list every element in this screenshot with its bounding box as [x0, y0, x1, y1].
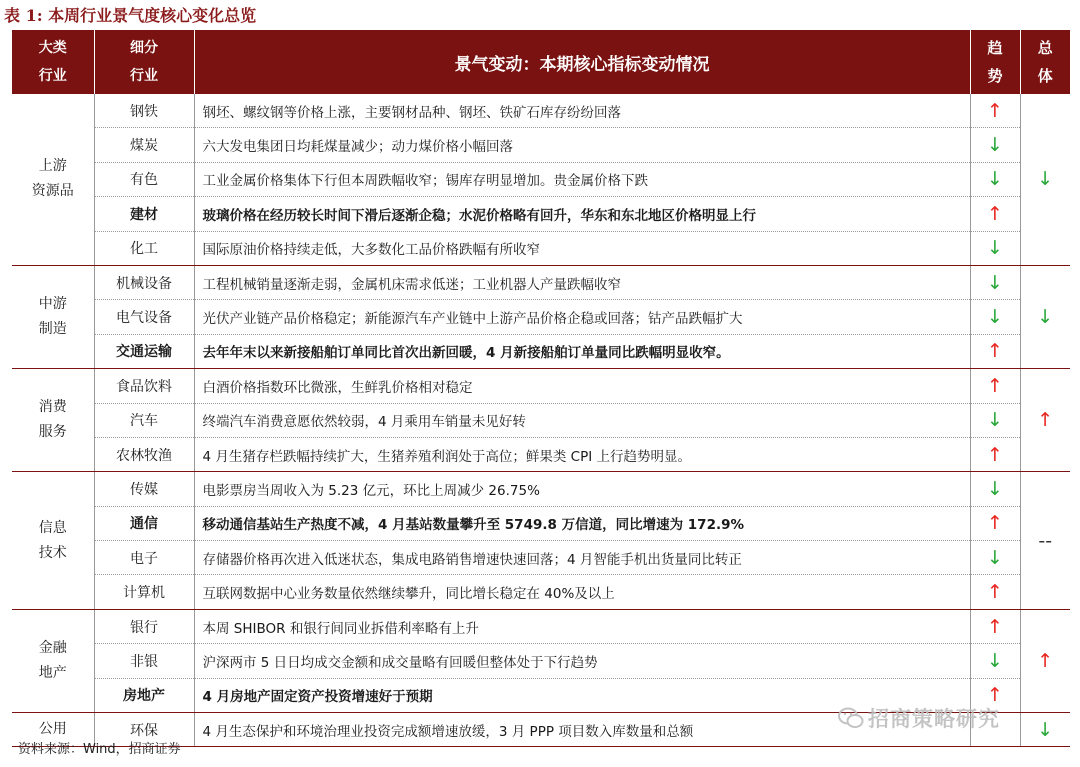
overall-trend-cell: -- [1020, 472, 1070, 610]
trend-down-arrow-icon: ↓ [970, 541, 1020, 575]
category-cell [12, 369, 94, 472]
subcategory-cell: 煤炭 [94, 128, 194, 162]
category-label: 公用 [38, 721, 67, 738]
header-main: 景气变动：本期核心指标变动情况 [194, 30, 970, 94]
trend-up-arrow-icon: ↑ [970, 575, 1020, 609]
trend-up-arrow-icon: ↑ [970, 334, 1020, 368]
subcategory-cell: 机械设备 [94, 265, 194, 299]
description-cell: 4 月生态保护和环境治理业投资完成额增速放缓，3 月 PPP 项目数入库数量和总额 [194, 713, 970, 747]
subcategory-cell: 非银 [94, 644, 194, 678]
trend-up-arrow-icon: ↑ [970, 437, 1020, 471]
trend-down-arrow-icon: ↓ [970, 472, 1020, 506]
category-label: 金融 [38, 639, 67, 656]
trend-up-arrow-icon: ↑ [970, 197, 1020, 231]
subcategory-cell: 交通运输 [94, 334, 194, 368]
table-row [12, 575, 1070, 609]
category-label: 中游 [38, 296, 67, 313]
category-cell [12, 472, 94, 610]
category-label: 资源品 [31, 183, 74, 200]
category-label: 服务 [38, 424, 67, 441]
subcategory-cell: 汽车 [94, 403, 194, 437]
table-row [12, 403, 1070, 437]
subcategory-cell: 化工 [94, 231, 194, 265]
subcategory-cell: 食品饮料 [94, 369, 194, 403]
table-row [12, 644, 1070, 678]
description-cell: 互联网数据中心业务数量依然继续攀升，同比增长稳定在 40%及以上 [194, 575, 970, 609]
description-cell: 存储器价格再次进入低迷状态，集成电路销售增速快速回落；4 月智能手机出货量同比转正 [194, 541, 970, 575]
subcategory-cell: 农林牧渔 [94, 437, 194, 471]
subcategory-cell: 钢铁 [94, 94, 194, 128]
description-cell: 4 月房地产固定资产投资增速好于预期 [194, 678, 970, 712]
overall-trend-cell: ↓ [1020, 713, 1070, 747]
subcategory-cell: 计算机 [94, 575, 194, 609]
trend-down-arrow-icon: ↓ [970, 231, 1020, 265]
table-row [12, 162, 1070, 196]
category-label: 消费 [38, 399, 67, 416]
description-cell: 电影票房当周收入为 5.23 亿元，环比上周减少 26.75% [194, 472, 970, 506]
table-row [12, 334, 1070, 368]
watermark-text: 招商策略研究 [868, 707, 1000, 731]
subcategory-cell: 传媒 [94, 472, 194, 506]
overall-trend-cell: ↑ [1020, 609, 1070, 712]
subcategory-cell: 银行 [94, 609, 194, 643]
table-row [12, 472, 1070, 506]
subcategory-cell: 电子 [94, 541, 194, 575]
subcategory-cell: 建材 [94, 197, 194, 231]
trend-down-arrow-icon: ↓ [970, 162, 1020, 196]
header-row [12, 30, 1070, 94]
category-label: 技术 [38, 544, 67, 561]
header-overall: 总 体 [1020, 30, 1070, 94]
trend-up-arrow-icon: ↑ [970, 506, 1020, 540]
trend-up-arrow-icon: ↑ [970, 94, 1020, 128]
table-row [12, 541, 1070, 575]
trend-down-arrow-icon: ↓ [970, 265, 1020, 299]
table-row [12, 369, 1070, 403]
table-row [12, 437, 1070, 471]
description-cell: 白酒价格指数环比微涨，生鲜乳价格相对稳定 [194, 369, 970, 403]
table-row [12, 609, 1070, 643]
category-label: 制造 [38, 321, 67, 338]
table-row [12, 506, 1070, 540]
trend-down-arrow-icon: ↓ [970, 403, 1020, 437]
table-title: 表 1: 本周行业景气度核心变化总览 [4, 6, 257, 25]
subcategory-cell: 房地产 [94, 678, 194, 712]
trend-up-arrow-icon: ↑ [970, 369, 1020, 403]
table-row [12, 197, 1070, 231]
subcategory-cell: 有色 [94, 162, 194, 196]
description-cell: 去年年末以来新接船舶订单同比首次出新回暖，4 月新接船舶订单量同比跌幅明显收窄。 [194, 334, 970, 368]
overall-trend-cell: ↑ [1020, 369, 1070, 472]
description-cell: 国际原油价格持续走低，大多数化工品价格跌幅有所收窄 [194, 231, 970, 265]
description-cell: 六大发电集团日均耗煤量减少；动力煤价格小幅回落 [194, 128, 970, 162]
source-note: 资料来源：Wind，招商证券 [18, 742, 181, 757]
trend-down-arrow-icon: ↓ [970, 644, 1020, 678]
description-cell: 沪深两市 5 日日均成交金额和成交量略有回暖但整体处于下行趋势 [194, 644, 970, 678]
description-cell: 光伏产业链产品价格稳定；新能源汽车产业链中上游产品价格企稳或回落；钴产品跌幅扩大 [194, 300, 970, 334]
wechat-icon [838, 707, 864, 729]
header-category: 大类 行业 [12, 30, 94, 94]
overall-trend-cell: ↓ [1020, 94, 1070, 265]
category-cell [12, 265, 94, 368]
subcategory-cell: 通信 [94, 506, 194, 540]
description-cell: 终端汽车消费意愿依然较弱，4 月乘用车销量未见好转 [194, 403, 970, 437]
category-cell [12, 609, 94, 712]
table-row [12, 128, 1070, 162]
industry-table [12, 30, 1070, 747]
header-subcategory: 细分 行业 [94, 30, 194, 94]
trend-down-arrow-icon: ↓ [970, 300, 1020, 334]
subcategory-cell: 环保 [94, 713, 194, 747]
table-row [12, 231, 1070, 265]
table-row [12, 300, 1070, 334]
category-label: 信息 [38, 519, 67, 536]
category-label: 上游 [38, 158, 67, 175]
description-cell: 本周 SHIBOR 和银行间同业拆借利率略有上升 [194, 609, 970, 643]
description-cell: 钢坯、螺纹钢等价格上涨，主要钢材品种、钢坯、铁矿石库存纷纷回落 [194, 94, 970, 128]
description-cell: 工程机械销量逐渐走弱，金属机床需求低迷；工业机器人产量跌幅收窄 [194, 265, 970, 299]
description-cell: 4 月生猪存栏跌幅持续扩大，生猪养殖利润处于高位；鲜果类 CPI 上行趋势明显。 [194, 437, 970, 471]
trend-down-arrow-icon: ↓ [970, 128, 1020, 162]
trend-up-arrow-icon: ↑ [970, 678, 1020, 712]
header-trend: 趋 势 [970, 30, 1020, 94]
subcategory-cell: 电气设备 [94, 300, 194, 334]
overall-trend-cell: ↓ [1020, 265, 1070, 368]
description-cell: 移动通信基站生产热度不减，4 月基站数量攀升至 5749.8 万信道，同比增速为 172.9% [194, 506, 970, 540]
trend-up-arrow-icon: ↑ [970, 609, 1020, 643]
table-row [12, 265, 1070, 299]
description-cell: 玻璃价格在经历较长时间下滑后逐渐企稳；水泥价格略有回升，华东和东北地区价格明显上行 [194, 197, 970, 231]
table-row [12, 94, 1070, 128]
watermark [838, 705, 1064, 731]
category-cell [12, 94, 94, 265]
category-label: 地产 [38, 664, 67, 681]
description-cell: 工业金属价格集体下行但本周跌幅收窄；锡库存明显增加。贵金属价格下跌 [194, 162, 970, 196]
